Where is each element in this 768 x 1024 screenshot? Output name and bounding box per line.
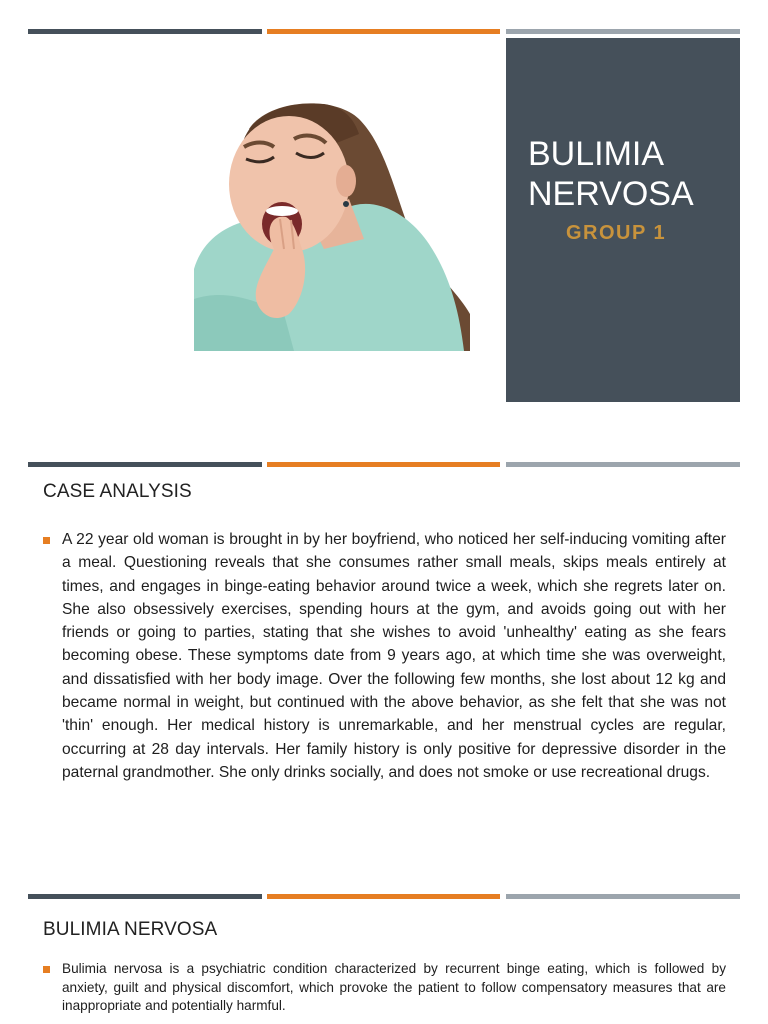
slide2-bar-orange	[267, 462, 500, 467]
slide3-bar-gray	[506, 894, 740, 899]
bullet-marker	[43, 537, 50, 544]
title-slide	[0, 0, 768, 452]
bulimia-definition-text: Bulimia nervosa is a psychiatric condition characterized by recurrent binge eating, which is followed by anxiety, guilt and physical discomfort, which provoke the patient to follow compensatory measures that are inappropriate and potentially harmful.	[62, 961, 726, 1013]
case-analysis-text: A 22 year old woman is brought in by her boyfriend, who noticed her self-inducing vomiting after a meal. Questioning reveals that she consumes rather small meals, skips meals entirely at times, and engages in binge-eating behavior around twice a week, which she regrets later on. She also obsessively exercises, spending hours at the gym, and avoids going out with her friends or going to parties, stating that she wishes to avoid 'unhealthy' eating as she fears becoming obese. These symptoms date from 9 years ago, at which time she was overweight, and dissatisfied with her body image. Over the following few months, she lost about 12 kg and became normal in weight, but continued with the above behavior, as she felt that she was not 'thin' enough. Her medical history is unremarkable, and her menstrual cycles are regular, occurring at 28 day intervals. Her family history is only positive for depressive disorder in the paternal grandmother. She only drinks socially, and does not smoke or use recreational drugs.	[62, 531, 726, 781]
title-panel	[506, 38, 740, 402]
title-line-2: NERVOSA	[528, 175, 694, 213]
slide2-bar-dark	[28, 462, 262, 467]
slide-title	[528, 134, 728, 214]
slide-subtitle: GROUP 1	[566, 222, 667, 244]
slide3-bar-orange	[267, 894, 500, 899]
woman-photo	[194, 99, 470, 351]
slide2-bar-gray	[506, 462, 740, 467]
slide3-bar-dark	[28, 894, 262, 899]
case-analysis-heading: CASE ANALYSIS	[43, 481, 192, 502]
title-line-1: BULIMIA	[528, 135, 665, 173]
bulimia-nervosa-heading: BULIMIA NERVOSA	[43, 919, 218, 940]
bullet-marker	[43, 966, 50, 973]
